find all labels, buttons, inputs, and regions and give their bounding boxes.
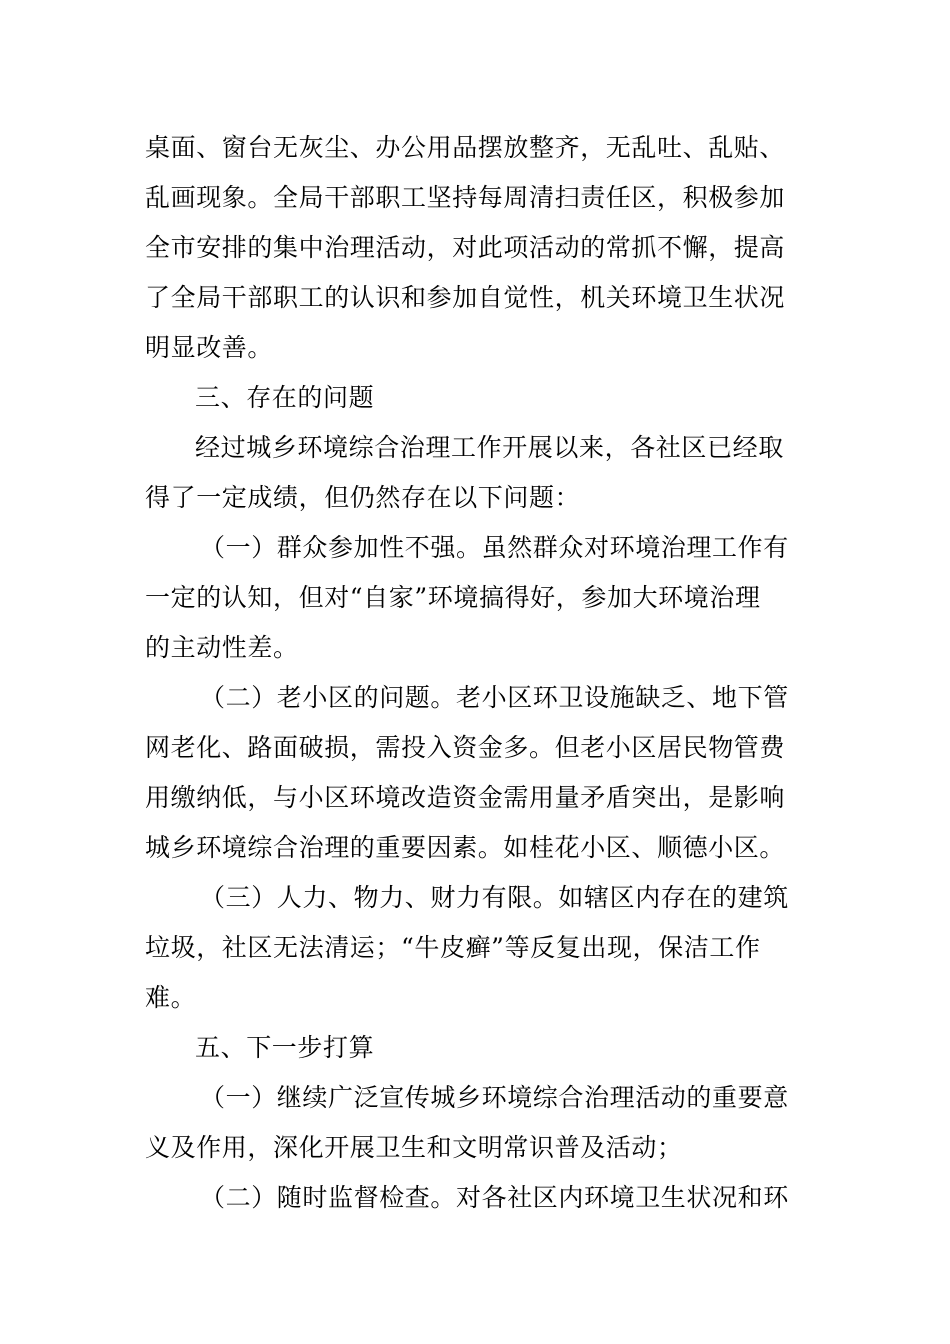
paragraph-line: （二）随时监督检查。对各社区内环境卫生状况和环	[200, 1183, 789, 1212]
section-heading: 五、下一步打算	[195, 1033, 375, 1062]
paragraph-line: 城乡环境综合治理的重要因素。如桂花小区、顺德小区。	[145, 833, 786, 862]
paragraph-line: 网老化、路面破损，需投入资金多。但老小区居民物管费	[145, 733, 786, 762]
paragraph-line: （一）继续广泛宣传城乡环境综合治理活动的重要意	[200, 1083, 789, 1112]
paragraph-line: 明显改善。	[145, 333, 274, 362]
paragraph-line: （二）老小区的问题。老小区环卫设施缺乏、地下管	[200, 683, 789, 712]
paragraph-line: （三）人力、物力、财力有限。如辖区内存在的建筑	[200, 883, 789, 912]
paragraph-line: 经过城乡环境综合治理工作开展以来，各社区已经取	[195, 433, 784, 462]
paragraph-line: 桌面、窗台无灰尘、办公用品摆放整齐，无乱吐、乱贴、	[145, 133, 786, 162]
paragraph-line: 垃圾，社区无法清运；“牛皮癣”等反复出现，保洁工作	[145, 933, 761, 962]
paragraph-line: 用缴纳低，与小区环境改造资金需用量矛盾突出，是影响	[145, 783, 786, 812]
paragraph-line: 了全局干部职工的认识和参加自觉性，机关环境卫生状况	[145, 283, 786, 312]
paragraph-line: 难。	[145, 983, 197, 1012]
paragraph-line: 全市安排的集中治理活动，对此项活动的常抓不懈，提高	[145, 233, 786, 262]
paragraph-line: 得了一定成绩，但仍然存在以下问题：	[145, 483, 581, 512]
section-heading: 三、存在的问题	[195, 383, 375, 412]
paragraph-line: 的主动性差。	[145, 633, 299, 662]
paragraph-line: 乱画现象。全局干部职工坚持每周清扫责任区，积极参加	[145, 183, 786, 212]
paragraph-line: 一定的认知，但对“自家”环境搞得好，参加大环境治理	[145, 583, 761, 612]
paragraph-line: 义及作用，深化开展卫生和文明常识普及活动；	[145, 1133, 683, 1162]
paragraph-line: （一）群众参加性不强。虽然群众对环境治理工作有	[200, 533, 789, 562]
